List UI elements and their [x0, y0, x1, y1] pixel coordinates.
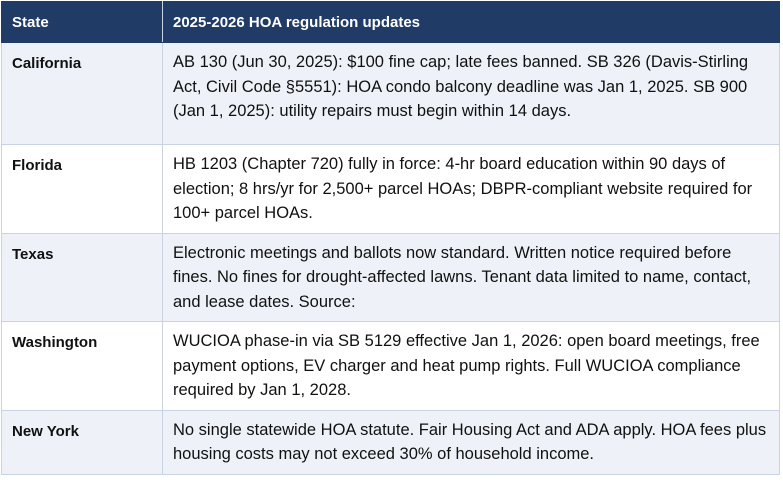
state-cell: Texas [2, 233, 163, 322]
table-row [2, 322, 780, 411]
state-cell: Washington [2, 322, 163, 411]
table-header [2, 2, 780, 43]
header-state: State [2, 2, 163, 43]
update-cell: WUCIOA phase-in via SB 5129 effective Jan 1, 2026: open board meetings, free payment options, EV charger and heat pump rights. Full WUCIOA compliance required by Jan 1, 2028. [163, 322, 780, 411]
update-cell: AB 130 (Jun 30, 2025): $100 fine cap; late fees banned. SB 326 (Davis-Stirling Act, Civil Code §5551): HOA condo balcony deadline was Jan 1, 2025. SB 900 (Jan 1, 2025): utility repairs must begin within 14 days. [163, 43, 780, 145]
table-row [2, 233, 780, 322]
table-body [2, 43, 780, 475]
update-cell: No single statewide HOA statute. Fair Housing Act and ADA apply. HOA fees plus housing costs may not exceed 30% of household income. [163, 410, 780, 474]
table-row [2, 410, 780, 474]
update-cell: Electronic meetings and ballots now standard. Written notice required before fines. No fines for drought-affected lawns. Tenant data limited to name, contact, and lease dates. Source: [163, 233, 780, 322]
update-cell: HB 1203 (Chapter 720) fully in force: 4-hr board education within 90 days of election; 8 hrs/yr for 2,500+ parcel HOAs; DBPR-compliant website required for 100+ parcel HOAs. [163, 145, 780, 234]
table-row [2, 145, 780, 234]
state-cell: California [2, 43, 163, 145]
state-cell: Florida [2, 145, 163, 234]
state-cell: New York [2, 410, 163, 474]
header-updates: 2025-2026 HOA regulation updates [163, 2, 780, 43]
hoa-regulation-table [1, 1, 780, 475]
header-row [2, 2, 780, 43]
table-row [2, 43, 780, 145]
